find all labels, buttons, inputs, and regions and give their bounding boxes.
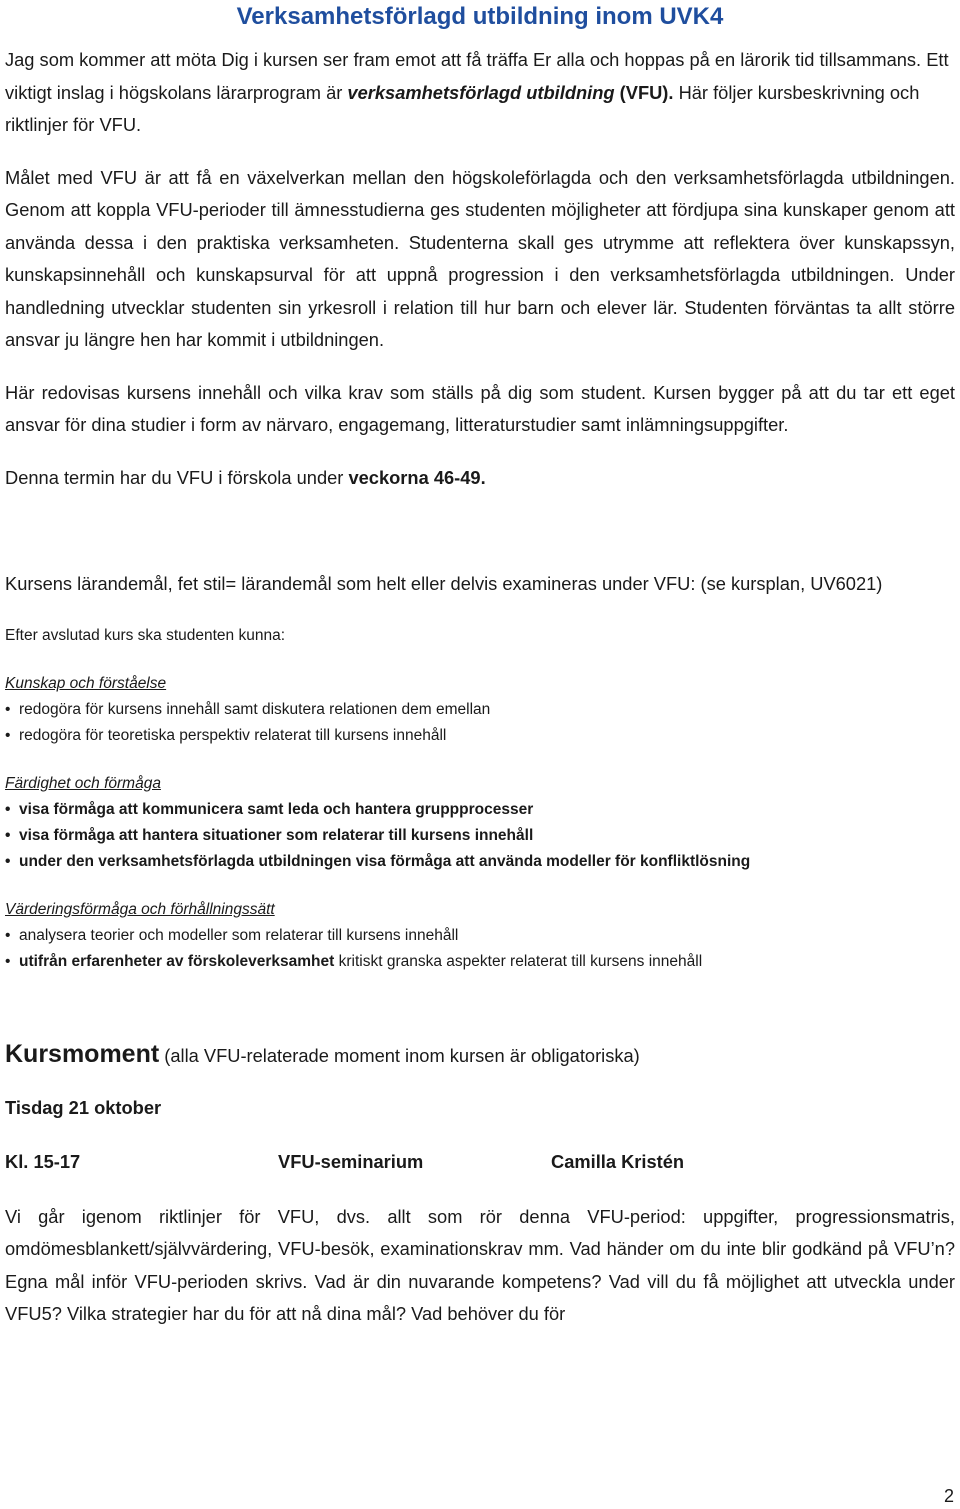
- intro-vfu-abbr: (VFU).: [614, 81, 674, 103]
- category-kunskap: Kunskap och förståelse: [5, 674, 167, 692]
- document-title: Verksamhetsförlagd utbildning inom UVK4: [236, 3, 724, 30]
- list-item: • redogöra för kursens innehåll samt diskutera relationen dem emellan: [5, 697, 955, 723]
- list-item: • under den verksamhetsförlagda utbildningen visa förmåga att använda modeller för konfliktlösning: [5, 849, 955, 875]
- kursmoment-note: (alla VFU-relaterade moment inom kursen är obligatoriska): [159, 1044, 640, 1066]
- session-description: Vi går igenom riktlinjer för VFU, dvs. allt som rör denna VFU-period: uppgifter, progressionsmatris, omdömesblankett/självvärdering, VFU-besök, examinationskrav mm. Vad händer om du inte blir godkänd på VFU’n? Egna mål inför VFU-perioden skrivs. Vad är din nuvarande kompetens? Vad vill du få möjlighet att utveckla under VFU5? Vilka strategier har du för att nå dina mål? Vad behöver du för: [5, 1205, 955, 1324]
- termin-paragraph: [5, 462, 955, 495]
- list-item: • visa förmåga att kommunicera samt leda och hantera gruppprocesser: [5, 797, 955, 823]
- kursmoment-title: Kursmoment: [5, 1039, 160, 1068]
- kursmoment-heading: [5, 1037, 955, 1075]
- document-page: [5, 0, 955, 1331]
- termin-text: Denna termin har du VFU i förskola under: [5, 466, 349, 488]
- bullet-icon: •: [5, 852, 11, 870]
- bullet-icon: •: [5, 826, 11, 844]
- session-row: [5, 1147, 955, 1177]
- goal-paragraph: Målet med VFU är att få en växelverkan mellan den högskoleförlagda och den verksamhetsförlagda utbildningen. Genom att koppla VFU-perioder till ämnesstudierna ges studenten möjligheter att fördjupa sina kunskaper genom att använda dessa i den praktiska verksamheten. Studenterna skall ges utrymme att reflektera över kunskapssyn, kunskapsinnehåll och kunskapsurval för att uppnå progression i den verksamhetsförlagda utbildningen. Under handledning utvecklar studenten sin yrkesroll i relation till hur barn och elever lär. Studenten förväntas ta allt större ansvar ju längre hen har kommit i utbildningen.: [5, 166, 955, 350]
- bullet-icon: •: [5, 926, 11, 944]
- bullet-icon: •: [5, 700, 11, 718]
- intro-paragraph: [5, 44, 955, 142]
- bullet-icon: •: [5, 800, 11, 818]
- intro-emphasis: verksamhetsförlagd utbildning: [347, 81, 615, 103]
- list-kunskap: [5, 697, 955, 749]
- learning-after: Efter avslutad kurs ska studenten kunna:: [5, 626, 286, 644]
- session-date: Tisdag 21 oktober: [5, 1096, 162, 1118]
- bullet-icon: •: [5, 952, 11, 970]
- session-time: Kl. 15-17: [5, 1150, 81, 1172]
- list-item: • visa förmåga att hantera situationer som relaterar till kursens innehåll: [5, 823, 955, 849]
- category-vardering: Värderingsförmåga och förhållningssätt: [5, 900, 275, 918]
- intro-text-2: Här följer kursbeskrivning och riktlinjer för VFU.: [5, 81, 920, 135]
- list-item: • analysera teorier och modeller som relaterar till kursens innehåll: [5, 923, 955, 949]
- list-fardighet: [5, 797, 955, 875]
- bullet-icon: •: [5, 726, 11, 744]
- list-vardering: [5, 923, 955, 975]
- info-paragraph: Här redovisas kursens innehåll och vilka krav som ställs på dig som student. Kursen bygger på att du tar ett eget ansvar för dina studier i form av närvaro, engagemang, litteraturstudier samt inlämningsuppgifter.: [5, 381, 955, 435]
- learning-heading: Kursens lärandemål, fet stil= lärandemål som helt eller delvis examineras under VFU: (se kursplan, UV6021): [5, 573, 883, 594]
- termin-weeks: veckorna 46-49.: [348, 466, 486, 488]
- intro-text-1: Jag som kommer att möta Dig i kursen ser fram emot att få träffa Er alla och hoppas på en lärorik tid tillsammans. Ett viktigt inslag i högskolans lärarprogram är: [5, 49, 949, 103]
- list-item: • utifrån erfarenheter av förskoleverksamhet kritiskt granska aspekter relaterat till kursens innehåll: [5, 949, 955, 975]
- list-item: • redogöra för teoretiska perspektiv relaterat till kursens innehåll: [5, 723, 955, 749]
- category-fardighet: Färdighet och förmåga: [5, 774, 161, 792]
- session-activity: VFU-seminarium: [278, 1150, 424, 1172]
- page-number: 2: [943, 1486, 954, 1506]
- session-teacher: Camilla Kristén: [551, 1150, 685, 1172]
